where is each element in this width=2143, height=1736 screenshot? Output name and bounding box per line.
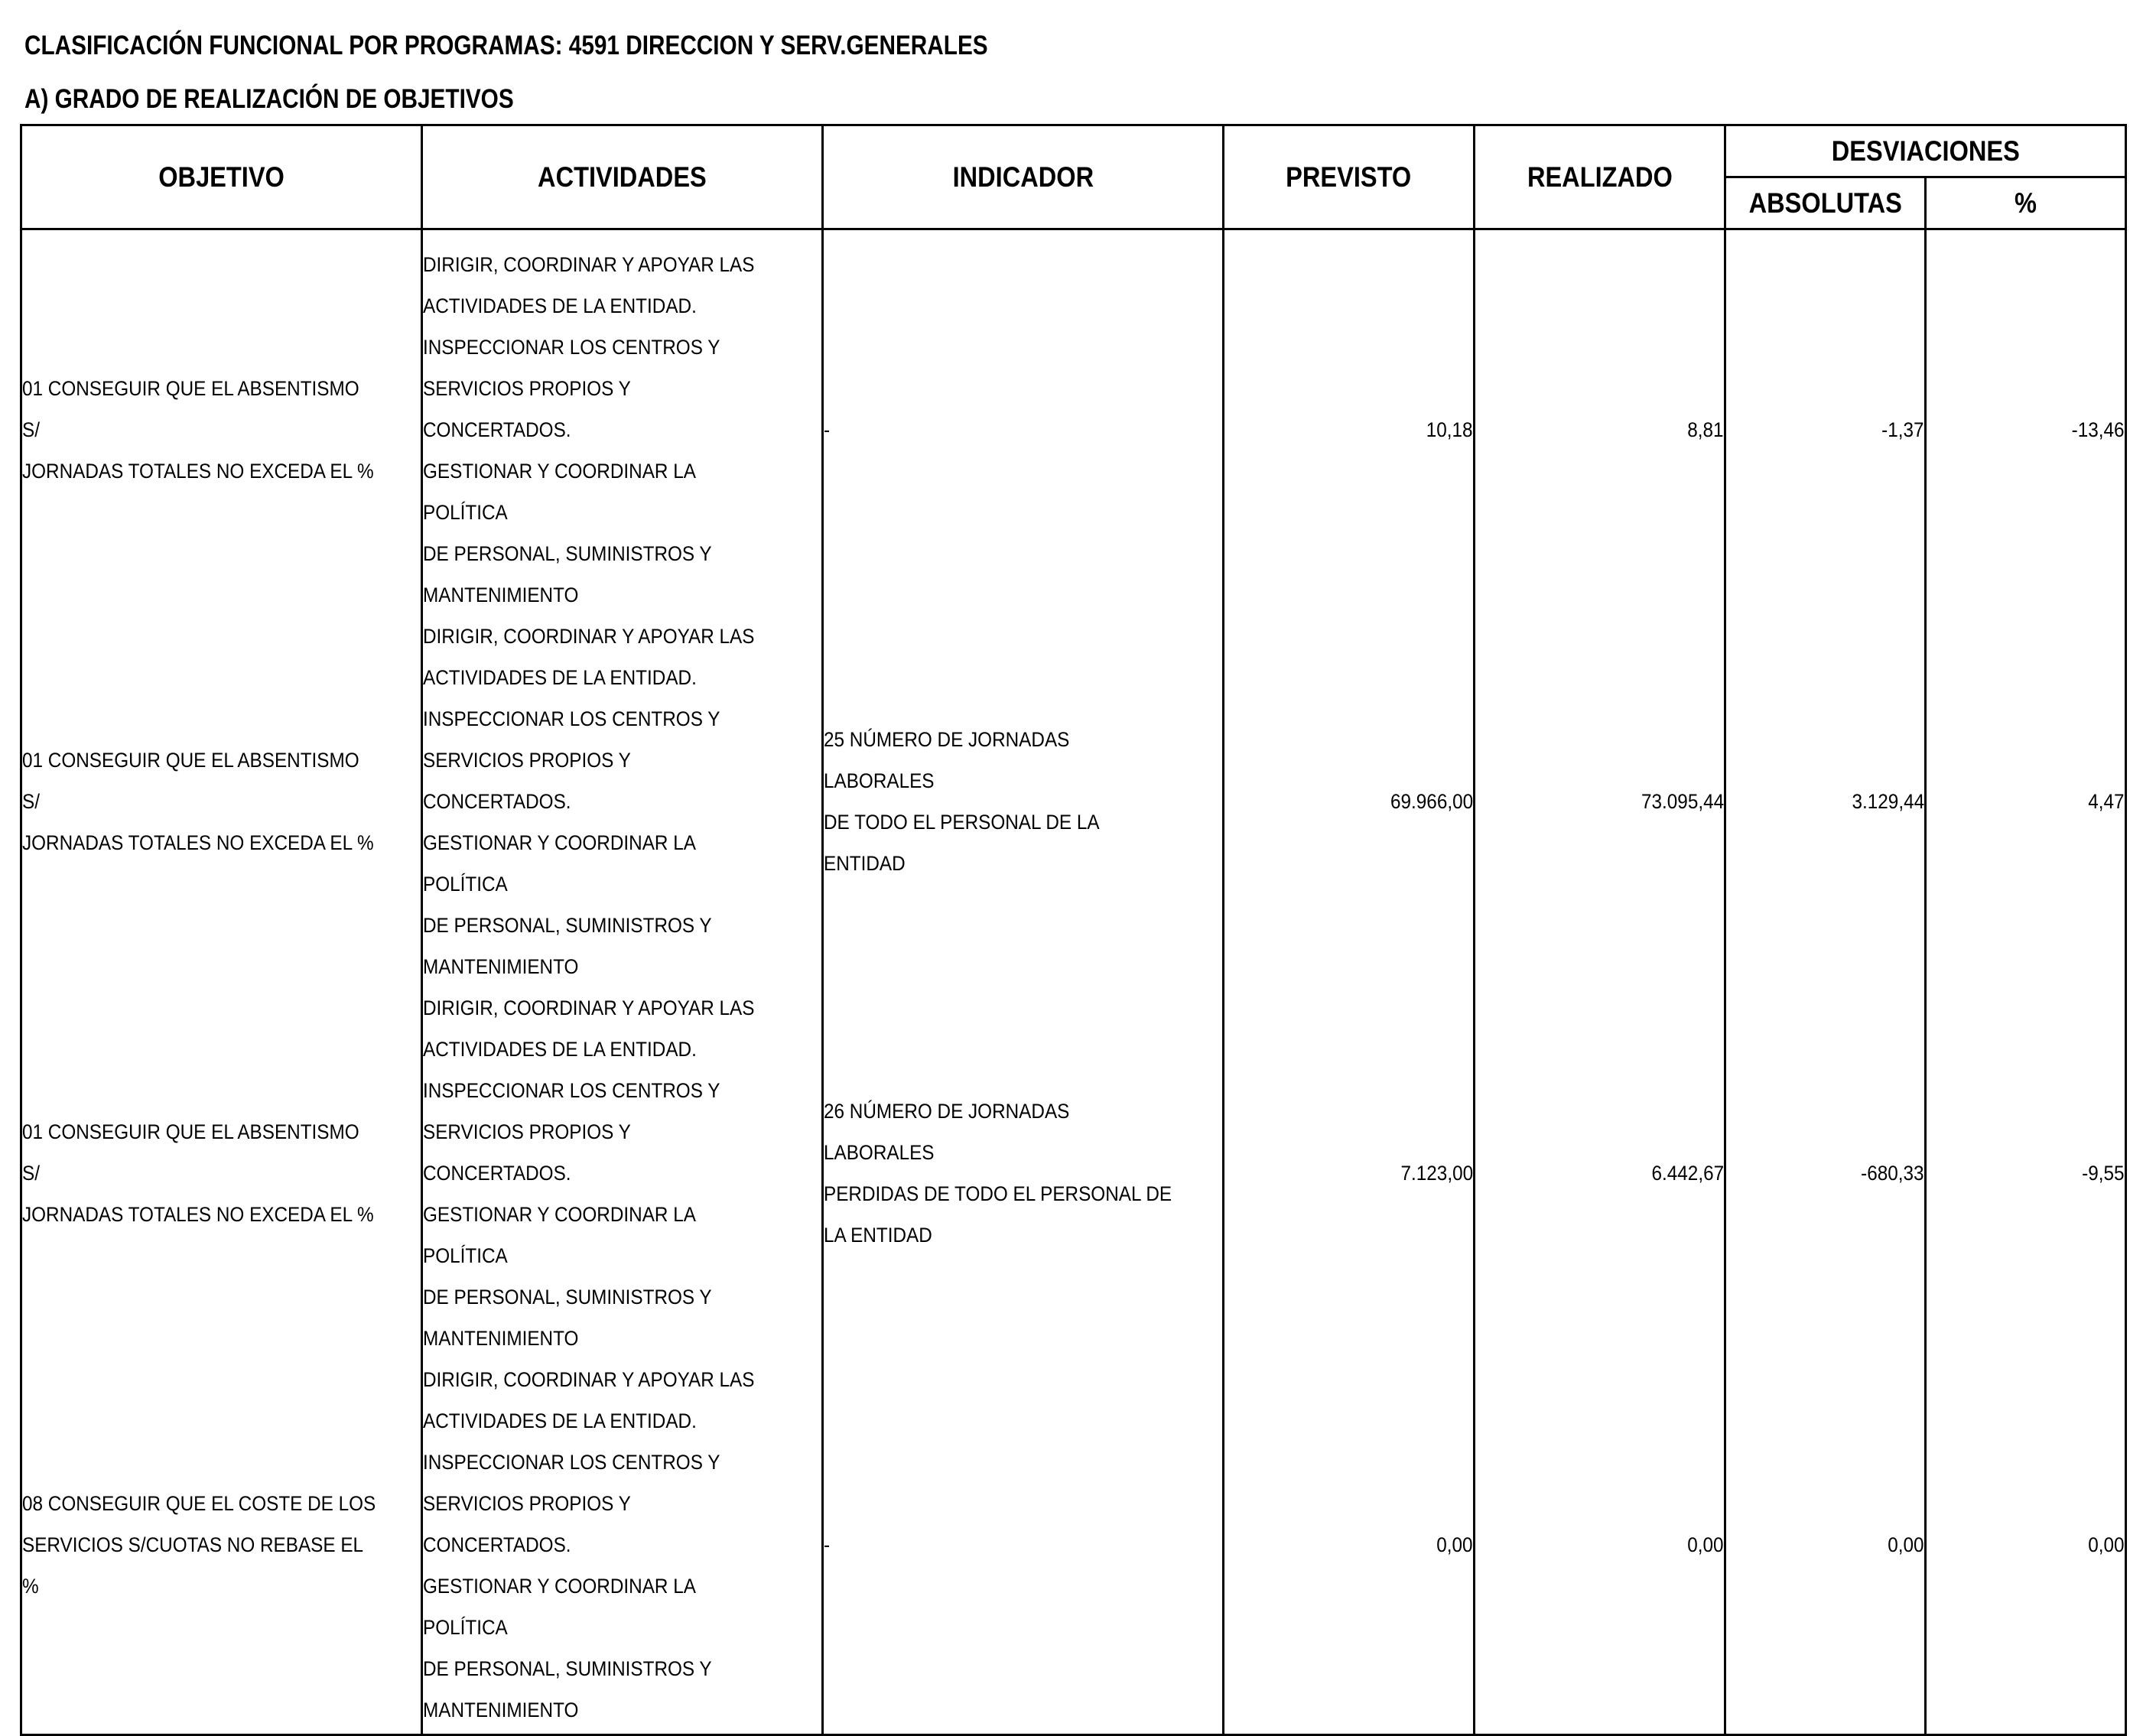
- cell-absolutas: 3.129,44: [1725, 616, 1926, 987]
- cell-indicador: 25 NÚMERO DE JORNADAS LABORALES DE TODO EL PERSONAL DE LA ENTIDAD: [823, 616, 1224, 987]
- cell-porcentaje: -9,55: [1926, 987, 2126, 1359]
- cell-realizado: 73.095,44: [1475, 616, 1725, 987]
- cell-objetivo: 01 CONSEGUIR QUE EL ABSENTISMO S/ JORNADAS TOTALES NO EXCEDA EL %: [21, 616, 422, 987]
- section-title: A) GRADO DE REALIZACIÓN DE OBJETIVOS: [24, 84, 514, 114]
- table-row: [21, 987, 2126, 1359]
- cell-actividades: DIRIGIR, COORDINAR Y APOYAR LAS ACTIVIDADES DE LA ENTIDAD. INSPECCIONAR LOS CENTROS Y SERVICIOS PROPIOS Y CONCERTADOS. GESTIONAR Y COORDINAR LA POLÍTICA DE PERSONAL, SUMINISTROS Y MANTENIMIENTO: [422, 616, 823, 987]
- cell-porcentaje: 0,00: [1926, 1359, 2126, 1735]
- cell-previsto: 7.123,00: [1224, 987, 1475, 1359]
- header-porcentaje: %: [1926, 177, 2126, 229]
- header-realizado: REALIZADO: [1475, 125, 1725, 229]
- cell-porcentaje: -13,46: [1926, 229, 2126, 616]
- cell-objetivo: 01 CONSEGUIR QUE EL ABSENTISMO S/ JORNADAS TOTALES NO EXCEDA EL %: [21, 229, 422, 616]
- header-objetivo: OBJETIVO: [21, 125, 422, 229]
- header-previsto: PREVISTO: [1224, 125, 1475, 229]
- cell-absolutas: -1,37: [1725, 229, 1926, 616]
- header-absolutas: ABSOLUTAS: [1725, 177, 1926, 229]
- table-body: [21, 229, 2126, 1735]
- cell-realizado: 0,00: [1475, 1359, 1725, 1735]
- cell-previsto: 0,00: [1224, 1359, 1475, 1735]
- header-desviaciones: DESVIACIONES: [1725, 125, 2126, 177]
- cell-actividades: DIRIGIR, COORDINAR Y APOYAR LAS ACTIVIDADES DE LA ENTIDAD. INSPECCIONAR LOS CENTROS Y SERVICIOS PROPIOS Y CONCERTADOS. GESTIONAR Y COORDINAR LA POLÍTICA DE PERSONAL, SUMINISTROS Y MANTENIMIENTO: [422, 229, 823, 616]
- table-row: [21, 229, 2126, 616]
- cell-indicador: -: [823, 1359, 1224, 1735]
- cell-realizado: 6.442,67: [1475, 987, 1725, 1359]
- cell-indicador: -: [823, 229, 1224, 616]
- cell-absolutas: 0,00: [1725, 1359, 1926, 1735]
- cell-actividades: DIRIGIR, COORDINAR Y APOYAR LAS ACTIVIDADES DE LA ENTIDAD. INSPECCIONAR LOS CENTROS Y SERVICIOS PROPIOS Y CONCERTADOS. GESTIONAR Y COORDINAR LA POLÍTICA DE PERSONAL, SUMINISTROS Y MANTENIMIENTO: [422, 987, 823, 1359]
- cell-objetivo: 01 CONSEGUIR QUE EL ABSENTISMO S/ JORNADAS TOTALES NO EXCEDA EL %: [21, 987, 422, 1359]
- cell-previsto: 10,18: [1224, 229, 1475, 616]
- cell-actividades: DIRIGIR, COORDINAR Y APOYAR LAS ACTIVIDADES DE LA ENTIDAD. INSPECCIONAR LOS CENTROS Y SERVICIOS PROPIOS Y CONCERTADOS. GESTIONAR Y COORDINAR LA POLÍTICA DE PERSONAL, SUMINISTROS Y MANTENIMIENTO: [422, 1359, 823, 1735]
- table-row: [21, 616, 2126, 987]
- cell-porcentaje: 4,47: [1926, 616, 2126, 987]
- cell-indicador: 26 NÚMERO DE JORNADAS LABORALES PERDIDAS DE TODO EL PERSONAL DE LA ENTIDAD: [823, 987, 1224, 1359]
- table-row: [21, 1359, 2126, 1735]
- table-header: [21, 125, 2126, 229]
- cell-absolutas: -680,33: [1725, 987, 1926, 1359]
- header-indicador: INDICADOR: [823, 125, 1224, 229]
- page-title: CLASIFICACIÓN FUNCIONAL POR PROGRAMAS: 4591 DIRECCION Y SERV.GENERALES: [24, 31, 988, 60]
- header-actividades: ACTIVIDADES: [422, 125, 823, 229]
- cell-realizado: 8,81: [1475, 229, 1725, 616]
- cell-objetivo: 08 CONSEGUIR QUE EL COSTE DE LOS SERVICIOS S/CUOTAS NO REBASE EL %: [21, 1359, 422, 1735]
- objectives-table: [20, 124, 2127, 1736]
- cell-previsto: 69.966,00: [1224, 616, 1475, 987]
